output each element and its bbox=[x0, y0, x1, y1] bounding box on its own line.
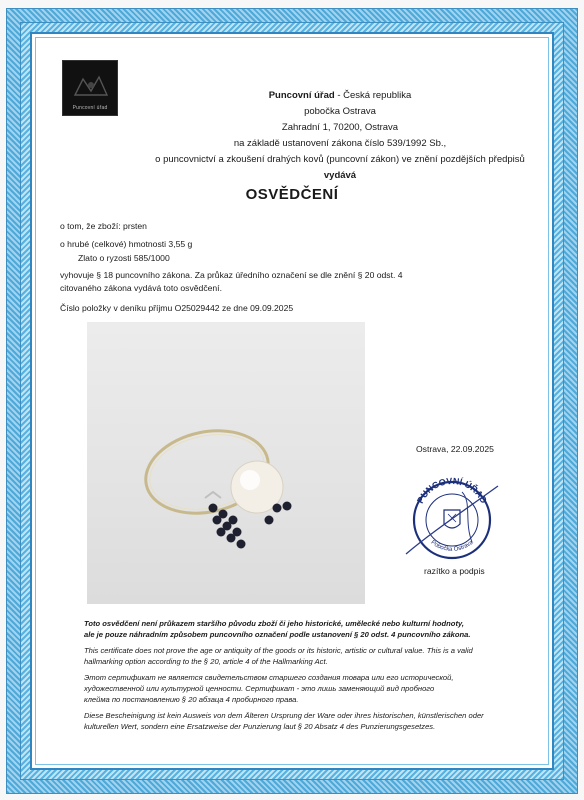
disclaimer-en-1: This certificate does not prove the age or antiquity of the goods or its historic, artistic or cultural value. This is a valid bbox=[84, 646, 473, 655]
issuer-name-line bbox=[150, 88, 530, 104]
disclaimer-ru-2: художественной или культурной ценности. Сертификат - это лишь заменяющий вид пробного bbox=[84, 684, 435, 693]
disclaimer-de-2: kulturellen Wert, sondern eine Ersatzweise der Punzierung laut § 20 Absatz 4 des Punzierungsgesetzes. bbox=[84, 722, 436, 731]
place-and-date: Ostrava, 22.09.2025 bbox=[416, 444, 494, 454]
issuer-name: Puncovní úřad bbox=[268, 90, 335, 101]
issuer-country: - Česká republika bbox=[337, 90, 412, 101]
weight-line: o hrubé (celkové) hmotnosti 3,55 g bbox=[60, 239, 193, 249]
office-logo bbox=[62, 60, 118, 116]
certificate-content bbox=[40, 40, 544, 764]
stamp-text-top: PUNCOVNÍ ÚŘAD bbox=[415, 475, 489, 505]
issuer-header bbox=[150, 88, 530, 184]
signature-label: razítko a podpis bbox=[424, 566, 485, 576]
disclaimer-ru-3: клейма по постановлению § 20 абзаца 4 пробирного права. bbox=[84, 695, 299, 704]
disclaimer-cz-2: ale je pouze náhradním způsobem puncovního označení podle ustanovení § 20 odst. 4 puncovního zákona. bbox=[84, 630, 471, 639]
issues-label: vydává bbox=[323, 170, 357, 181]
law-reference: na základě ustanovení zákona číslo 539/1992 Sb., bbox=[233, 138, 447, 149]
disclaimer-de-1: Diese Bescheinigung ist kein Ausweis von dem Älteren Ursprung der Ware oder ihres historischen, künstlerischen oder bbox=[84, 711, 484, 720]
document-title: OSVĚDČENÍ bbox=[245, 186, 339, 203]
item-number-line: Číslo položky v deníku příjmu O25029442 ze dne 09.09.2025 bbox=[60, 303, 294, 313]
issuer-branch: pobočka Ostrava bbox=[304, 106, 376, 117]
purity-line: Zlato o ryzosti 585/1000 bbox=[78, 253, 170, 263]
logo-emblem-icon bbox=[71, 73, 111, 99]
stamp-seal-icon bbox=[402, 472, 512, 567]
disclaimer-ru-1: Этот сертификат не является свидетельством старшего создания товара или его исторической, bbox=[84, 673, 454, 682]
compliance-line-2: citovaného zákona vydává toto osvědčení. bbox=[60, 283, 222, 293]
compliance-line-1: vyhovuje § 18 puncovního zákona. Za průkaz úředního označení se dle znění § 20 odst. 4 bbox=[60, 270, 403, 280]
disclaimer-en-2: hallmarking option according to the § 20, article 4 of the Hallmarking Act. bbox=[84, 657, 328, 666]
ring-photo bbox=[87, 322, 365, 604]
law-name: o puncovnictví a zkoušení drahých kovů (puncovní zákon) ve znění pozdějších předpisů bbox=[155, 154, 525, 165]
stamp-text-bottom: Pobočka Ostrava bbox=[429, 539, 475, 553]
logo-text: Puncovní úřad bbox=[72, 105, 108, 111]
official-stamp bbox=[402, 472, 512, 567]
disclaimer-cz-1: Toto osvědčení není průkazem staršího původu zboží či jeho historické, umělecké nebo kulturní hodnoty, bbox=[84, 619, 465, 628]
issuer-address: Zahradní 1, 70200, Ostrava bbox=[281, 122, 399, 133]
goods-line: o tom, že zboží: prsten bbox=[60, 221, 147, 231]
item-photo bbox=[87, 322, 365, 604]
